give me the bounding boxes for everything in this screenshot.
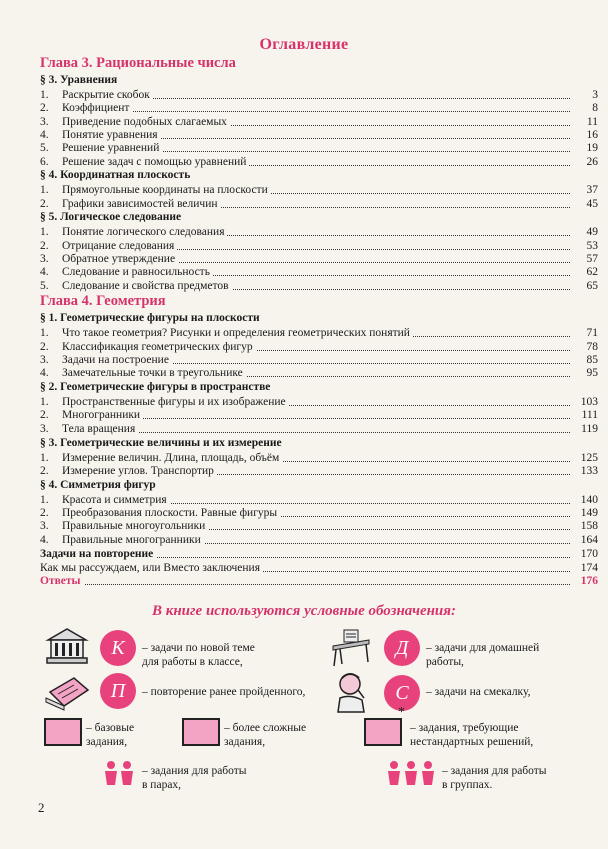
toc-entry-text [40,142,162,154]
toc-entry-page: 3 [589,88,598,102]
toc-entry-page: 71 [584,326,599,340]
toc-entry-label: Измерение величин. Длина, площадь, объём [62,451,280,464]
group-work-icon [386,760,436,786]
toc-entry[interactable] [40,279,598,293]
toc-entry-number: 2. [40,464,49,477]
d-symbol: Д [384,630,420,666]
toc-entry-number: 2. [40,409,49,422]
toc-entry-page: 11 [584,115,598,129]
toc-entry-text [40,266,213,278]
books-icon [44,672,92,712]
toc-entry-label: Коэффициент [62,102,130,115]
toc-entry[interactable] [40,408,598,422]
toc-entry[interactable] [40,197,598,211]
toc-entry-page: 16 [584,128,599,142]
toc-entry-label: Отрицание следования [62,239,175,252]
toc-entry-label: Пространственные фигуры и их изображение [62,396,286,409]
toc-entry-text [40,89,153,101]
toc-entry-text [40,226,227,238]
toc-entry-number: 2. [40,239,49,252]
toc-entry-number: 3. [40,354,49,366]
toc-entry-text [40,280,232,292]
toc-entry-page: 78 [584,340,599,354]
toc-entry-label: Правильные многогранники [62,533,201,546]
toc-entry-page: 37 [584,183,599,197]
toc-entry-text [40,341,256,353]
toc-entry-label: Красота и симметрия [62,493,167,506]
toc-entry-number: 3. [40,422,49,435]
toc-entry-text [40,409,143,421]
toc-entry-number: 3. [40,520,49,533]
d-description: – задачи для домашней работы, [426,642,540,668]
toc-entry[interactable] [40,451,598,465]
toc-entry-label: Графики зависимостей величин [62,197,218,210]
toc-entry-label: Правильные многоугольники [62,520,206,533]
toc-entry-label: Раскрытие скобок [62,89,150,101]
toc-entry[interactable] [40,115,598,129]
toc-entry-label: Многогранники [62,409,141,422]
toc-entry[interactable] [40,353,598,367]
toc-entry-number: 2. [40,340,49,353]
toc-entry[interactable] [40,225,598,239]
toc-entry-page: 140 [578,493,598,507]
toc-entry-page: 176 [578,574,598,588]
toc-entry-text [40,465,217,477]
toc-entry[interactable] [40,88,598,102]
toc-entry-label: Задачи на построение [62,354,169,366]
toc-entry[interactable] [40,395,598,409]
p-symbol: П [100,673,136,709]
toc-entry[interactable] [40,506,598,520]
chapter-title: Глава 4. Геометрия [40,293,166,310]
section-title: § 4. Симметрия фигур [40,478,156,491]
toc-entry[interactable] [40,128,598,142]
toc-entry-page: 45 [584,197,599,211]
toc-entry-number: 4. [40,367,49,380]
toc-entry-text [40,396,289,408]
toc-entry-page: 85 [584,353,599,367]
toc-entry-page: 174 [578,561,598,575]
toc-entry-label: Понятие логического следования [62,226,225,239]
section-title: § 2. Геометрические фигуры в пространстве [40,381,271,394]
toc-entry-page: 103 [578,395,598,409]
toc-entry-text [40,520,208,532]
toc-entry-page: 53 [584,239,599,253]
toc-entry-text [40,354,172,366]
toc-entry-text [40,548,156,560]
p-description: – повторение ранее пройденного, [142,686,306,698]
toc-entry-label: Что такое геометрия? Рисунки и определения геометрических понятий [62,327,410,340]
toc-entry-page: 65 [584,279,599,293]
section-title: § 4. Координатная плоскость [40,169,191,182]
basic-task-box [44,718,82,746]
section-title: § 3. Уравнения [40,74,118,86]
toc-entry[interactable] [40,155,598,169]
toc-entry[interactable] [40,326,598,340]
basic-description: – базовые задания, [86,722,135,748]
toc-entry-text [40,367,246,379]
toc-entry-text [40,575,84,587]
toc-entry-label: Решение задач с помощью уравнений [62,155,247,168]
toc-entry-text [40,327,413,339]
nonstandard-star: * [398,705,405,720]
toc-entry-number: 1. [40,89,49,101]
toc-entry-label: Измерение углов. Транспортир [62,464,214,477]
section-title: § 3. Геометрические величины и их измерение [40,436,282,449]
complex-task-box [182,718,220,746]
toc-entry-label: Преобразования плоскости. Равные фигуры [62,506,278,519]
toc-entry-text [40,184,271,196]
school-building-icon [44,626,90,666]
toc-entry-page: 57 [584,252,599,266]
toc-entry-page: 62 [584,265,599,279]
toc-entry-label: Тела вращения [62,422,136,435]
nonstandard-task-box [364,718,402,746]
toc-entry-number: 4. [40,266,49,279]
pairs-description: – задания для работы в парах, [142,765,247,791]
toc-entry-text [40,253,178,265]
toc-entry-label: Понятие уравнения [62,128,158,141]
toc-entry-number: 4. [40,128,49,141]
toc-entry[interactable] [40,265,598,279]
toc-entry-page: 164 [578,533,598,547]
toc-entry-number: 1. [40,327,49,340]
toc-entry[interactable] [40,141,598,155]
toc-entry-number: 1. [40,451,49,464]
toc-entry-page: 26 [584,155,599,169]
toc-entry-page: 158 [578,519,598,533]
page-title: Оглавление [259,36,349,53]
toc-entry-text [40,534,204,546]
toc-entry-number: 5. [40,279,49,292]
toc-entry-page: 125 [578,451,598,465]
toc-entry-page: 49 [584,225,599,239]
toc-entry-text [40,562,263,574]
toc-entry-page: 8 [589,101,598,115]
toc-entry-label: Классификация геометрических фигур [62,340,253,353]
toc-entry-number: 1. [40,396,49,409]
complex-description: – более сложные задания, [224,722,307,748]
toc-entry-page: 119 [578,422,598,436]
toc-entry-label: Следование и свойства предметов [62,279,229,292]
toc-entry-number: 5. [40,142,49,155]
toc-entry-number: 3. [40,253,49,265]
toc-entry[interactable] [40,183,598,197]
toc-entry-page: 170 [578,547,598,561]
toc-entry-number: 1. [40,493,49,506]
toc-entry-text [40,452,282,464]
toc-entry-label: Обратное утверждение [62,253,176,265]
toc-entry[interactable] [40,252,598,266]
leader-dots [40,584,570,585]
toc-entry-number: 2. [40,197,49,210]
toc-entry-label: Задачи на повторение [40,548,154,561]
k-description: – задачи по новой теме для работы в классе, [142,642,255,668]
toc-entry[interactable] [40,493,598,507]
nonstandard-description: – задания, требующие нестандартных решений, [410,722,534,748]
toc-entry[interactable] [40,239,598,253]
toc-entry[interactable] [40,464,598,478]
pair-work-icon [102,760,136,786]
toc-entry-number: 6. [40,155,49,168]
chapter-title: Глава 3. Рациональные числа [40,55,236,71]
c-symbol: С [384,675,420,711]
toc-entry-label: Решение уравнений [62,142,160,155]
toc-entry-text [40,423,138,435]
toc-entry-number: 4. [40,533,49,546]
thinker-icon [330,668,374,714]
toc-entry-label: Ответы [40,574,81,587]
toc-entry-text [40,240,177,252]
toc-entry-number: 3. [40,115,49,128]
toc-entry-number: 2. [40,506,49,519]
toc-entry-number: 2. [40,102,49,115]
toc-entry-label: Как мы рассуждаем, или Вместо заключения [40,561,260,574]
toc-entry-page: 111 [579,408,598,422]
toc-entry-text [40,102,132,114]
groups-description: – задания для работы в группах. [442,765,547,791]
toc-entry-text [40,156,249,168]
toc-entry-number: 1. [40,184,49,197]
toc-entry-page: 133 [578,464,598,478]
toc-entry-page: 19 [584,141,599,155]
homework-table-icon [328,626,374,668]
toc-entry[interactable] [40,561,598,575]
k-symbol: К [100,630,136,666]
toc-entry-text [40,507,280,519]
page-number: 2 [38,800,45,815]
toc-entry-label: Приведение подобных слагаемых [62,115,227,128]
toc-entry-text [40,494,170,506]
toc-entry-page: 149 [578,506,598,520]
toc-entry[interactable] [40,547,598,561]
toc-entry-text [40,129,161,141]
toc-entry-label: Следование и равносильность [62,266,210,279]
toc-entry-label: Прямоугольные координаты на плоскости [62,184,268,197]
toc-entry[interactable] [40,101,598,115]
section-title: § 1. Геометрические фигуры на плоскости [40,312,260,325]
toc-entry[interactable] [40,533,598,547]
toc-entry[interactable] [40,422,598,436]
toc-entry[interactable] [40,340,598,354]
toc-entry-label: Замечательные точки в треугольнике [62,367,243,380]
toc-entry-text [40,198,221,210]
toc-entry[interactable] [40,519,598,533]
toc-entry-page: 95 [584,366,599,380]
section-title: § 5. Логическое следование [40,211,182,224]
legend-title: В книге используются условные обозначения: [151,603,456,619]
toc-entry[interactable] [40,366,598,380]
toc-entry-text [40,116,230,128]
c-description: – задачи на смекалку, [426,686,531,698]
toc-entry[interactable] [40,574,598,588]
toc-entry-number: 1. [40,226,49,239]
